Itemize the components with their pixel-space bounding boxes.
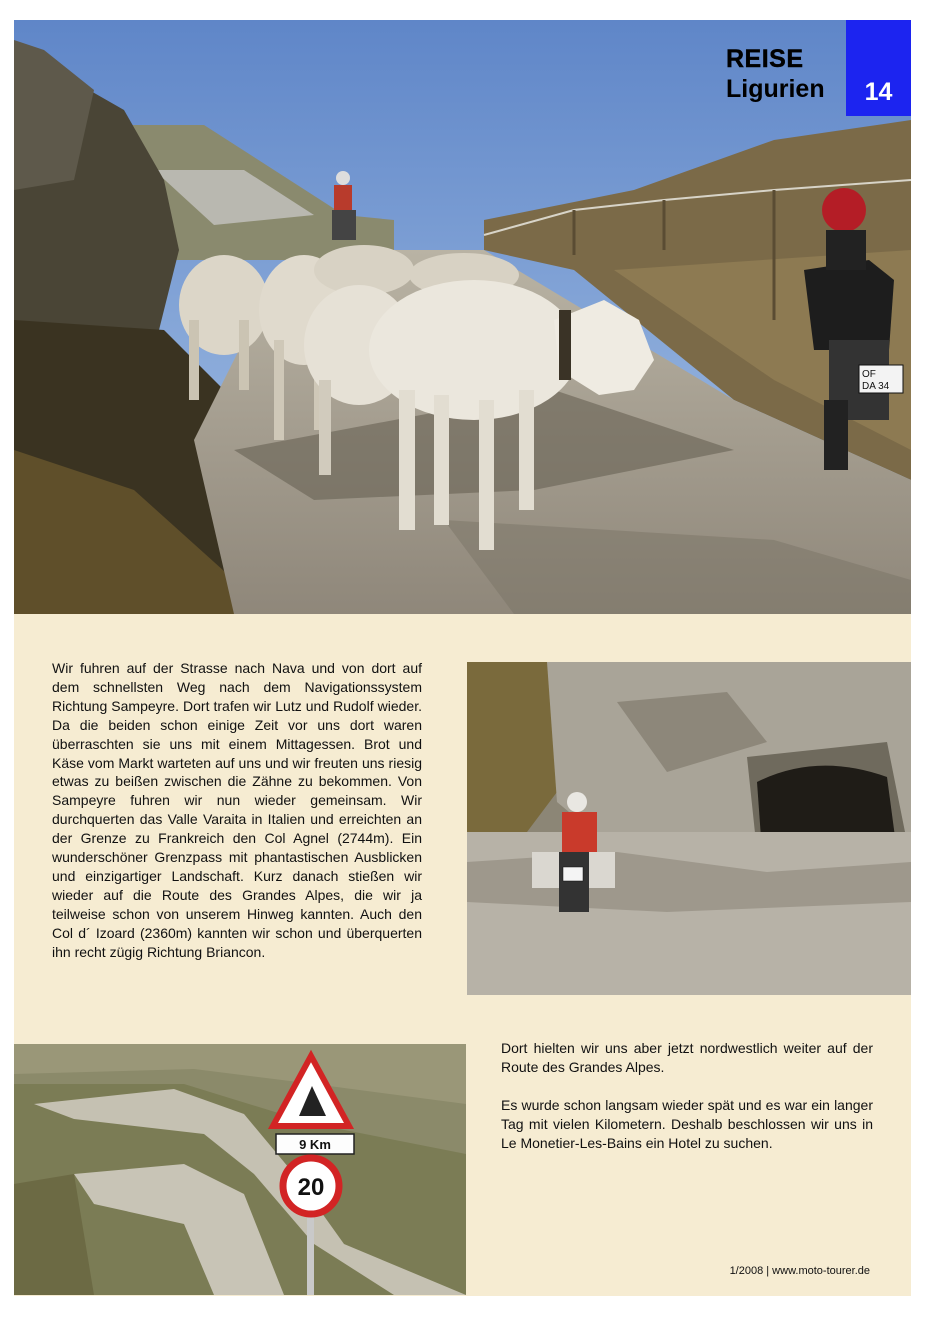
photo-motorcycle-at-tunnel [467,662,911,995]
article-text-column-1: Wir fuhren auf der Strasse nach Nava und von dort auf dem schnellsten Weg nach dem Navigationssystem Richtung Sampeyre. Dort trafen wir Lutz und Rudolf wieder. Da die beiden schon einige Zeit vor uns dort waren überraschten sie uns mit einem Mittagessen. Brot und Käse vom Markt warteten auf uns und wir freuten uns riesig etwas zu beißen zwischen die Zähne zu bekommen. Von Sampeyre fuhren wir nun wieder gemeinsam. Wir durchquerten das Valle Varaita in Italien und erreichten an der Grenze zu Frankreich den Col Agnel (2744m). Ein wunderschöner Grenzpass mit phantastischen Ausblicken und einzigartiger Landschaft. Kurz danach stießen wir wieder auf die Route des Grandes Alpes, die wir ja teilweise schon von unserem Hinweg kannten. Auch den Col d´ Izoard (2360m) kannten wir schon und überquerten ihn recht zügig Richtung Briancon. [52,660,422,960]
page-number: 14 [864,78,893,106]
photo-cows-on-mountain-road [14,20,911,614]
sign-distance-text: 9 Km [299,1137,331,1152]
photo-rockfall-and-speed-sign [14,1044,466,1295]
section-subtitle: Ligurien [726,75,825,103]
plate-text-bottom: DA 34 [862,381,890,392]
article-text-column-2-paragraph-2: Es wurde schon langsam wieder spät und es war ein langer Tag mit vielen Kilometern. Deshalb beschlossen wir uns in Le Monetier-Les-Bains ein Hotel zu suchen. [501,1097,873,1151]
footer-issue-url: 1/2008 | www.moto-tourer.de [729,1265,870,1277]
article-text-column-2-paragraph-1: Dort hielten wir uns aber jetzt nordwestlich weiter auf der Route des Grandes Alpes. [501,1040,873,1075]
section-header [700,44,840,104]
plate-text-top: OF [862,369,876,380]
speed-limit-text: 20 [297,1174,325,1201]
section-title: REISE [726,45,804,73]
page-number-box [846,20,911,116]
